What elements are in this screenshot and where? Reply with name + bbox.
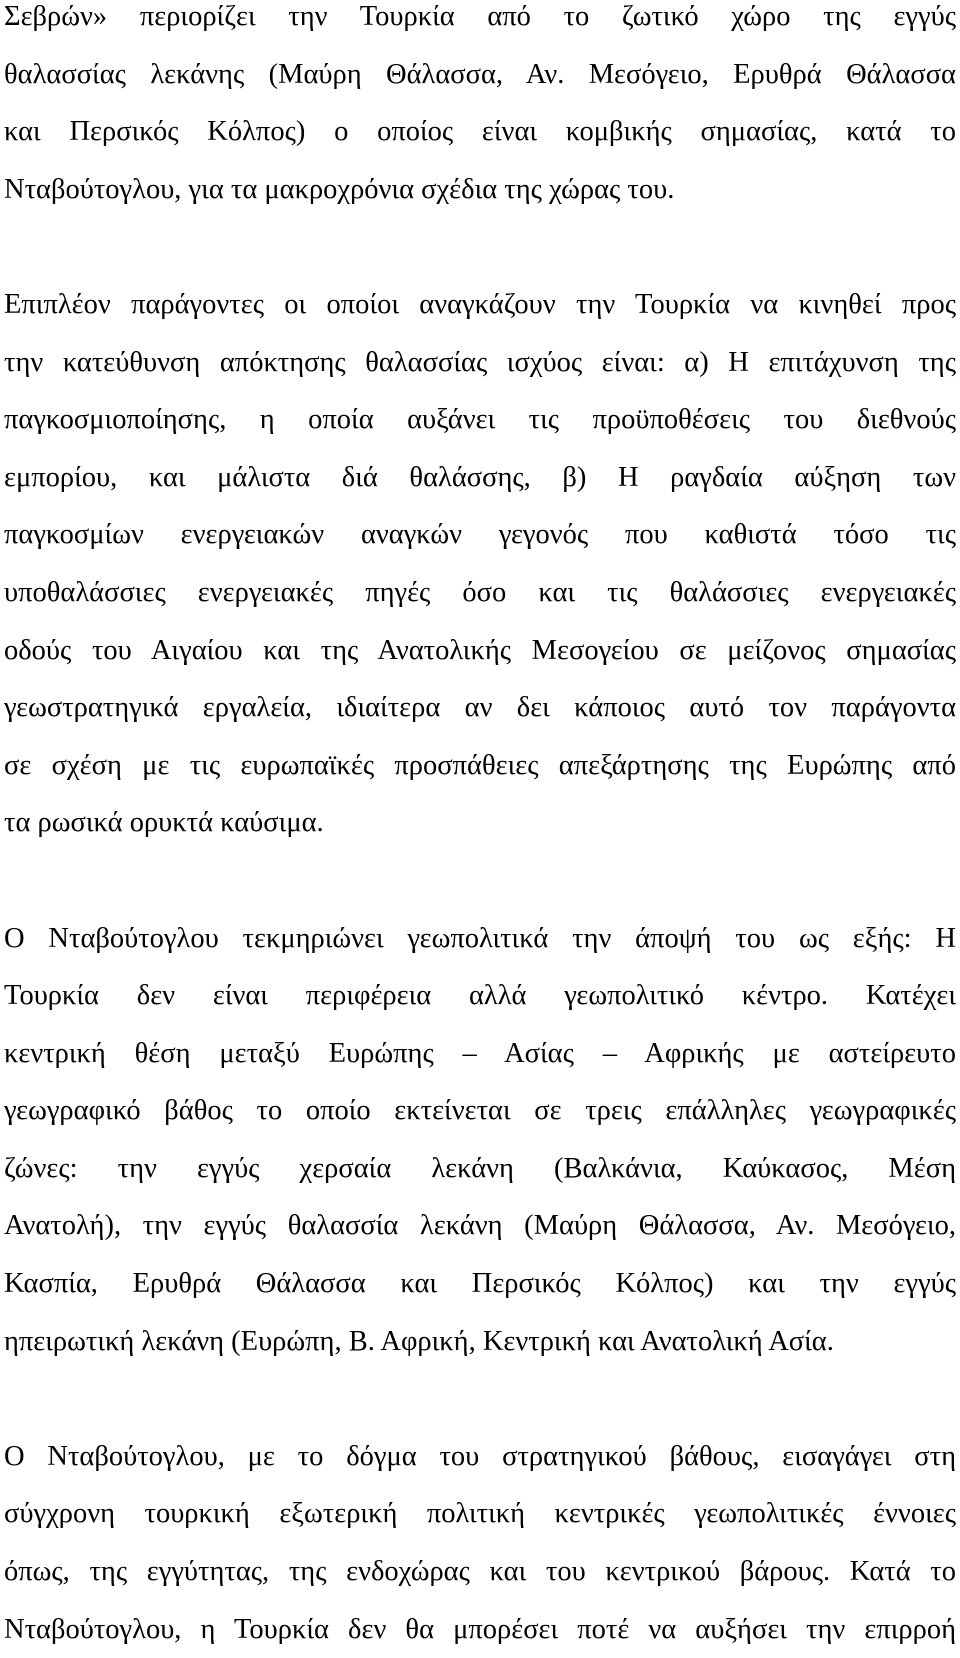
text-line: Νταβούτογλου, η Τουρκία δεν θα μπορέσει ποτέ να αυξήσει την επιρροή	[4, 1613, 956, 1645]
text-line: γεωστρατηγικά εργαλεία, ιδιαίτερα αν δει κάποιος αυτό τον παράγοντα	[4, 692, 956, 724]
paragraph-spacer	[0, 1370, 960, 1428]
text-line: κεντρική θέση μεταξύ Ευρώπης – Ασίας – Αφρικής με αστείρευτο	[4, 1037, 956, 1069]
text-line: γεωγραφικό βάθος το οποίο εκτείνεται σε τρεις επάλληλες γεωγραφικές	[4, 1095, 956, 1127]
paragraph-spacer	[0, 852, 960, 910]
text-line: ζώνες: την εγγύς χερσαία λεκάνη (Βαλκάνια, Καύκασος, Μέση	[4, 1152, 956, 1184]
paragraph-spacer	[0, 218, 960, 276]
text-line: σε σχέση με τις ευρωπαϊκές προσπάθειες απεξάρτησης της Ευρώπης από	[4, 749, 956, 781]
text-line: τα ρωσικά ορυκτά καύσιμα.	[4, 807, 324, 839]
text-line: σύγχρονη τουρκική εξωτερική πολιτική κεντρικές γεωπολιτικές έννοιες	[4, 1498, 956, 1530]
text-line: εμπορίου, και μάλιστα διά θαλάσσης, β) Η ραγδαία αύξηση των	[4, 461, 956, 493]
text-line: και Περσικός Κόλπος) ο οποίος είναι κομβικής σημασίας, κατά το	[4, 116, 956, 148]
paragraph-2	[0, 276, 960, 852]
text-line: οδούς του Αιγαίου και της Ανατολικής Μεσογείου σε μείζονος σημασίας	[4, 634, 956, 666]
text-line: Σεβρών» περιορίζει την Τουρκία από το ζωτικό χώρο της εγγύς	[4, 1, 956, 32]
text-line: ηπειρωτική λεκάνη (Ευρώπη, Β. Αφρική, Κεντρική και Ανατολική Ασία.	[4, 1325, 834, 1357]
text-line: την κατεύθυνση απόκτησης θαλασσίας ισχύος είναι: α) Η επιτάχυνση της	[4, 346, 956, 378]
text-line: Τουρκία δεν είναι περιφέρεια αλλά γεωπολιτικό κέντρο. Κατέχει	[4, 980, 956, 1012]
paragraph-1	[0, 0, 960, 218]
text-line: παγκοσμιοποίησης, η οποία αυξάνει τις προϋποθέσεις του διεθνούς	[4, 404, 956, 436]
text-line: Ο Νταβούτογλου τεκμηριώνει γεωπολιτικά την άποψή του ως εξής: Η	[4, 922, 956, 954]
text-line: Ανατολή), την εγγύς θαλασσία λεκάνη (Μαύρη Θάλασσα, Αν. Μεσόγειο,	[4, 1210, 956, 1242]
text-line: Κασπία, Ερυθρά Θάλασσα και Περσικός Κόλπος) και την εγγύς	[4, 1268, 956, 1300]
text-line: Επιπλέον παράγοντες οι οποίοι αναγκάζουν την Τουρκία να κινηθεί προς	[4, 288, 956, 320]
text-line: θαλασσίας λεκάνης (Μαύρη Θάλασσα, Αν. Μεσόγειο, Ερυθρά Θάλασσα	[4, 58, 956, 90]
text-line: Ο Νταβούτογλου, με το δόγμα του στρατηγικού βάθους, εισαγάγει στη	[4, 1440, 956, 1472]
text-line: όπως, της εγγύτητας, της ενδοχώρας και του κεντρικού βάρους. Κατά το	[4, 1556, 956, 1588]
text-line: παγκοσμίων ενεργειακών αναγκών γεγονός που καθιστά τόσο τις	[4, 519, 956, 551]
paragraph-3	[0, 910, 960, 1371]
text-line: υποθαλάσσιες ενεργειακές πηγές όσο και τις θαλάσσιες ενεργειακές	[4, 576, 956, 608]
text-line: Νταβούτογλου, για τα μακροχρόνια σχέδια της χώρας του.	[4, 173, 675, 205]
paragraph-4	[0, 1428, 960, 1658]
